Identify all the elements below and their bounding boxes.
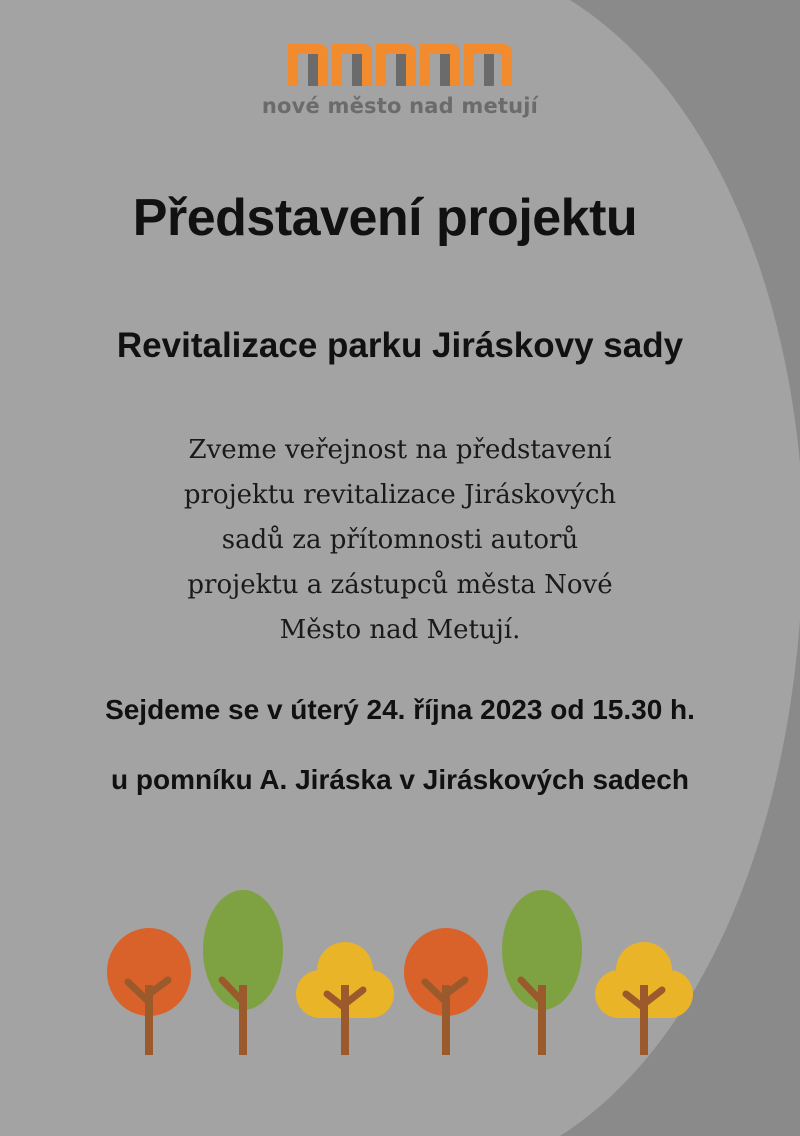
green-tree-icon xyxy=(502,890,582,1055)
logo xyxy=(0,40,800,90)
yellow-tree-icon xyxy=(296,942,394,1055)
invitation-line: sadů za přítomnosti autorů xyxy=(221,525,579,555)
meeting-place: u pomníku A. Jiráska v Jiráskových sadech xyxy=(111,764,689,795)
invitation-line: projektu a zástupců města Nové xyxy=(187,570,613,600)
yellow-tree-icon xyxy=(595,942,693,1055)
invitation-line: Město nad Metují. xyxy=(279,615,521,645)
orange-tree-icon xyxy=(404,928,488,1055)
invitation-text xyxy=(100,428,700,653)
orange-tree-icon xyxy=(107,928,191,1055)
page-title: Představení projektu xyxy=(132,189,638,247)
trees-illustration xyxy=(0,890,800,1070)
invitation-line: projektu revitalizace Jiráskových xyxy=(183,480,617,510)
green-tree-icon xyxy=(203,890,283,1055)
project-subtitle: Revitalizace parku Jiráskovy sady xyxy=(116,326,684,365)
logo-text: nové město nad metují xyxy=(261,94,539,118)
logo-mark xyxy=(288,40,512,90)
invitation-line: Zveme veřejnost na představení xyxy=(188,435,612,465)
meeting-time: Sejdeme se v úterý 24. října 2023 od 15.30 h. xyxy=(105,694,695,725)
